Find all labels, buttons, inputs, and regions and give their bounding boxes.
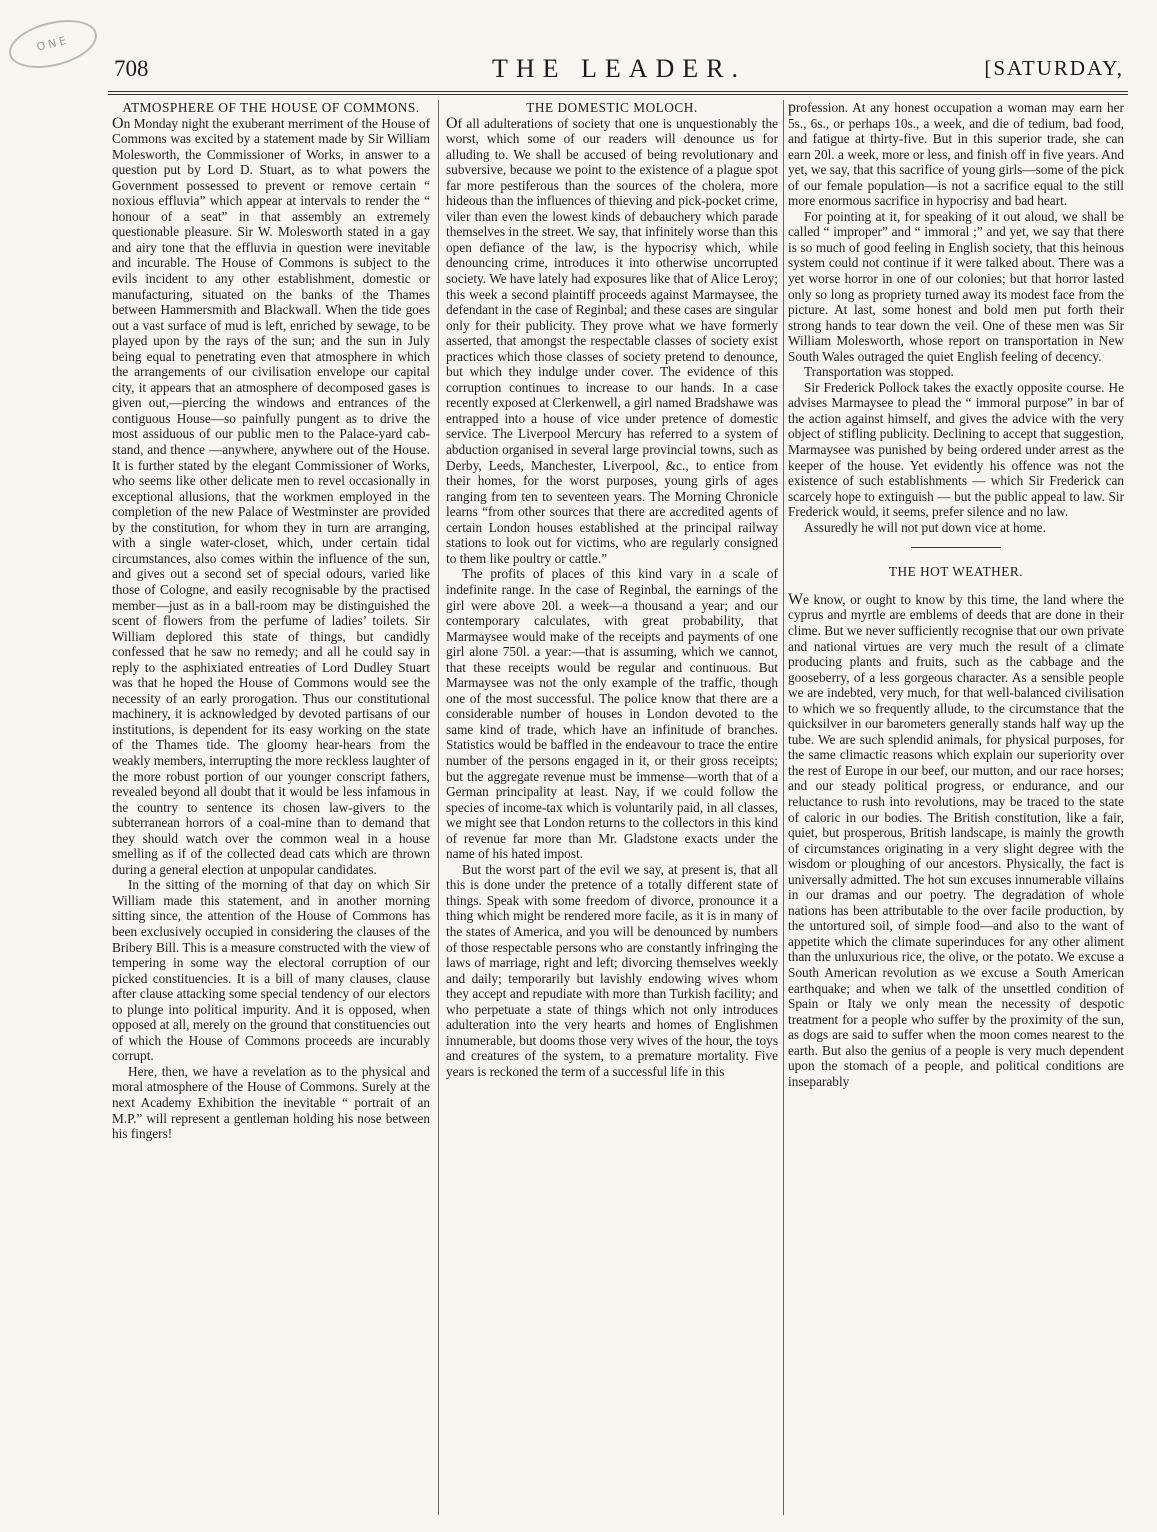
- library-stamp: ONE: [4, 12, 102, 76]
- column-1: [112, 100, 430, 1142]
- article-paragraph: For pointing at it, for speaking of it out aloud, we shall be called “ improper” and “ immoral ;” and yet, we say that there is so much of good feeling in English society, that this heinous system could not continue if it were talked about. There was a yet worse horror in one of our colonies; but that horror lasted only so long as propriety turned away its modest face from the picture. At last, some honest and bold men put forth their strong hands to tear down the veil. One of these men was Sir William Molesworth, whose report on transportation in New South Wales outraged the quiet English feeling of decency.: [788, 208, 1124, 364]
- page-number: 708: [114, 56, 149, 81]
- article-divider: [911, 547, 1001, 548]
- article-paragraph: Transportation was stopped.: [804, 364, 954, 380]
- article-paragraph: profession. At any honest occupation a woman may earn her 5s., 6s., or perhaps 10s., a week, and die of tedium, bad food, and fatigue at thirty-five. But in this superior trade, she can earn 20l. a week, more or less, and finish off in five years. And yet, we say, that this sacrifice of young girls—some of the pick of our female population—is not a sacrifice equal to the still more enormous sacrifice in hypocrisy and bad heart.: [788, 99, 1124, 209]
- newspaper-title: THE LEADER.: [491, 54, 747, 83]
- masthead: [114, 52, 1124, 88]
- article-hot-weather: [788, 564, 1124, 1089]
- article-atmosphere: [112, 100, 430, 1142]
- article-paragraph: Assuredly he will not put down vice at home.: [804, 519, 1046, 535]
- article-paragraph: Of all adulterations of society that one is unquestionably the worst, which some of our readers will denounce us for alluding to. We shall be accused of being revolutionary and subversive, because we point to the existence of a plague spot far more pestiferous than the sources of the cholera, more hideous than the influences of thieving and pick-pocket crime, viler than even the lowest kinds of debauchery which parade themselves in the street. We say, that infinitely worse than this open defiance of the law, is the hypocrisy which, while denouncing crime, introduces it into otherwise uncorrupted society. We have lately had exposures like that of Alice Leroy; this week a second plaintiff proceeds against Marmaysee, the defendant in the case of Reginbal; and these cases are singular only for their publicity. They prove what we have formerly asserted, that amongst the respectable classes of society exist practices which those classes of society pretend to denounce, but which they indulge under cover. The evidence of this corruption continues to increase to our hands. In a case recently exposed at Clerkenwell, a girl named Bradshawe was entrapped into a house of vice under pretence of domestic service. The Liverpool Mercury has referred to a system of abduction organised in several large provincial towns, such as Derby, Leeds, Manchester, Liverpool, &c., to entice from their homes, for the worst purposes, young girls of ages ranging from ten to seventeen years. The Morning Chronicle learns “from other sources that there are accredited agents of certain London houses established at the principal railway stations to look out for victims, who are regularly consigned to them like poultry or cattle.”: [446, 114, 778, 566]
- article-heading: THE DOMESTIC MOLOCH.: [526, 100, 698, 115]
- article-paragraph: We know, or ought to know by this time, the land where the cyprus and myrtle are emblems of deeds that are done in their clime. But we never sufficiently recognise that our own private and national virtues are very much the result of a climate producing plants and fruits, such as the cabbage and the gooseberry, of a less gorgeous character. As a sensible people we are indebted, very much, for that well-balanced civilisation to which we so frequently allude, to the circumstance that the quicksilver in our barometers generally stands half way up the tube. We are such splendid animals, for physical purposes, for the same climactic reasons which explain our superiority over the rest of Europe in our beef, our mutton, and our race horses; and our steady political progress, or endurance, and our reluctance to rush into revolutions, may be traced to the state of caloric in our bodies. The British constitution, like a fair, quiet, but prosperous, British landscape, is mainly the growth of circumstances originating in a very slight degree with the wisdom or ploughing of our ancestors. Physically, the fact is universally admitted. The hot sun excuses innumerable villains in our dramas and our poetry. The degradation of whole nations has been attributable to the over facile production, by the untortured soil, of simple food—and also to the want of appetite which the climate superinduces for any other aliment than the unluxurious rice, the olive, or the potato. We excuse a South American revolution as we excuse a South American earthquake; and when we talk of the unsettled condition of Spain or Italy we only mean the necessity of despotic treatment for a people who suffer by the proximity of the sun, as dogs are said to suffer when the moon comes nearest to the earth. But also the genius of a people is very much dependent upon the stomach of a people, and political conditions are inseparably: [788, 590, 1124, 1089]
- article-paragraph: The profits of places of this kind vary in a scale of indefinite range. In the case of Reginbal, the earnings of the girl were above 20l. a week—a thousand a year; and our contemporary calculates, with great probability, that Marmaysee would make of the receipts and payments of one girl alone 750l. a year:—that is assuming, which we cannot, that these receipts would be regular and continuous. But Marmaysee was not the only example of the traffic, though one of the most successful. The police know that there are a considerable number of houses in London devoted to the same kind of trade, which have an infinitude of branches. Statistics would be baffled in the endeavour to trace the entire number of the persons engaged in it, or their gross receipts; but the aggregate revenue must be immense—worth that of a German principality at least. Nay, if we could follow the species of income-tax which is voluntarily paid, in all classes, we might see that London returns to the collectors in this kind of revenue far more than Mr. Gladstone exacts under the name of his hated impost.: [446, 566, 778, 862]
- column-divider-1: [438, 100, 439, 1515]
- article-paragraph: In the sitting of the morning of that day on which Sir William made this statement, and in another morning sitting since, the attention of the House of Commons has been exclusively occupied in considering the clauses of the Bribery Bill. This is a measure constructed with the view of tempering in some way the electoral corruption of our picked constituencies. It is a bill of many clauses, clause after clause attacking some special tendency of our electors to plunge into political impurity. And it is opposed, when opposed at all, merely on the ground that constituencies out of which the House of Commons proceeds are incurably corrupt.: [112, 877, 430, 1064]
- column-divider-2: [783, 100, 784, 1515]
- article-paragraph: Here, then, we have a revelation as to the physical and moral atmosphere of the House of Commons. Surely at the next Academy Exhibition the inevitable “ portrait of an M.P.” will represent a gentleman holding his nose between his fingers!: [112, 1063, 430, 1142]
- column-3: [788, 100, 1124, 1089]
- article-heading: ATMOSPHERE OF THE HOUSE OF COMMONS.: [122, 100, 420, 115]
- article-heading: THE HOT WEATHER.: [888, 564, 1024, 580]
- article-paragraph: Sir Frederick Pollock takes the exactly opposite course. He advises Marmaysee to plead the “ immoral purpose” in bar of the action against himself, and gives the advice with the very object of stifling publicity. Declining to accept that suggestion, Marmaysee was punished by being ordered under arrest as the keeper of the house. Yet evidently his offence was not the existence of such establishments — which Sir Frederick can scarcely hope to extinguish — but the public appeal to law. Sir Frederick would, it seems, prefer silence and no law.: [788, 379, 1124, 520]
- header-rule-bottom: [108, 94, 1128, 95]
- article-paragraph: On Monday night the exuberant merriment of the House of Commons was excited by a statement made by Sir William Molesworth, the Commissioner of Works, in answer to a question put by Lord D. Stuart, as to what powers the Government possessed to prevent or remove certain “ noxious effluvia” which appear at intervals to render the “ honour of a seat” in that assembly an extremely questionable pleasure. Sir W. Molesworth stated in a gay and airy tone that the effluvia in question were inevitable and incurable. The House of Commons is subject to the evils incident to any other establishment, domestic or manufacturing, situated on the banks of the Thames between Hammersmith and Blackwall. When the tide goes out a vast surface of mud is left, enriched by sewage, to be played upon by the rays of the sun; and the sun in July being equal to penetrating even that atmosphere in which the arrangements of our civilisation envelope our capital city, it appears that an atmosphere of decomposed gases is given out,—piercing the windows and entrances of the contiguous House—so painfully pungent as to drive the most assiduous of our public men to the Palace-yard cab-stand, and thence —anywhere, anywhere out of the House. It is further stated by the elegant Commissioner of Works, who seems like other delicate men to revel occasionally in exceptional allusions, that the workmen employed in the completion of the new Palace of Westminster are provided by the constitution, for whom they in turn are arranging, with a single water-closet, which, under certain tidal circumstances, also comes within the influence of the sun, and gives out a second set of special odours, varied like those of Cologne, and easily recognisable by the practised member—just as in a ball-room may be distinguished the scent of flowers from the perfume of ladies’ toilets. Sir William deplored this state of things, but candidly confessed that he saw no remedy; and all he could say in reply to the asphixiated entreaties of Lord Dudley Stuart was that he hoped the House of Commons would see the necessity of an early prorogation. Thus our constitutional machinery, it is acknowledged by devoted partisans of our institutions, is dependent for its easy working on the state of the Thames tide. The gloomy hear-hears from the weakly members, interrupting the more reckless laughter of the more robust portion of our younger conscript fathers, revealed beyond all doubt that it would be less infamous in the country to sentence its chosen law-givers to the subterranean horrors of a coal-mine than to demand that they should watch over the common weal in a house smelling as if of the collected dead cats which are thrown during a general election at unpopular candidates.: [112, 114, 430, 877]
- article-domestic-moloch: [446, 100, 778, 1079]
- article-paragraph: But the worst part of the evil we say, at present is, that all this is done under the pretence of a totally different state of things. Speak with some freedom of divorce, pronounce it a thing which might be rendered more facile, as it is in many of the states of America, and you will be denounced by numbers of those respectable persons who are constantly infringing the laws of marriage, right and left; divorcing themselves weekly and daily; temporarily but lavishly endowing wives whom they accept and repudiate with more than Turkish facility; and who perpetuate a state of things which not only introduces adulteration into the very hearts and homes of Englishmen innumerable, but dooms those very wives of the hour, the toys and creatures of the system, to a premature mortality. Five years is reckoned the term of a successful life in this: [446, 861, 778, 1079]
- issue-day: [SATURDAY,: [984, 56, 1124, 80]
- article-domestic-moloch-continued: [788, 100, 1124, 535]
- column-2: [446, 100, 778, 1079]
- header-rule-top: [108, 91, 1128, 92]
